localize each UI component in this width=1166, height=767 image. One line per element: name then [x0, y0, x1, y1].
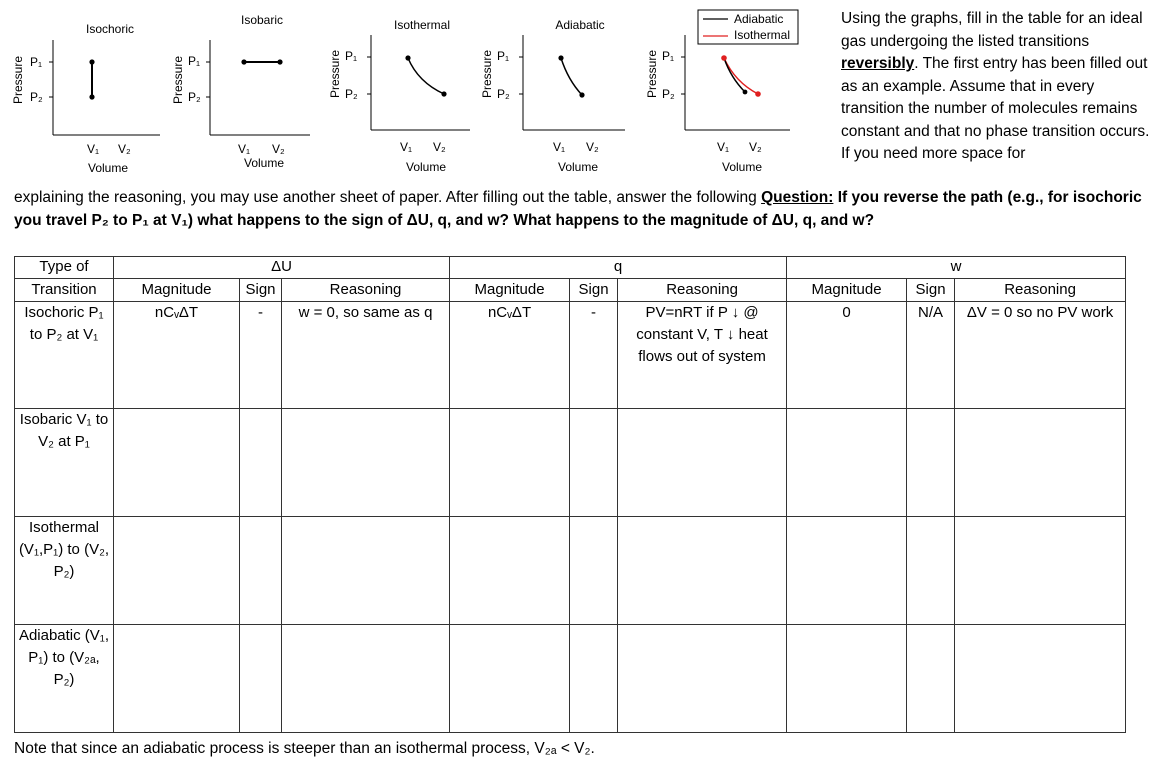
state-point — [721, 55, 727, 61]
transition-type: Isothermal (V₁,P₁) to (V₂, P₂) — [15, 517, 114, 625]
du-sign-header: Sign — [240, 279, 282, 302]
table-row — [15, 409, 1126, 517]
q-reasoning-cell[interactable] — [618, 625, 787, 733]
w-sign-header: Sign — [907, 279, 955, 302]
v1-label: V₁ — [553, 140, 566, 154]
transition-type: Adiabatic (V₁, P₁) to (V₂ₐ, P₂) — [15, 625, 114, 733]
x-axis-label: Volume — [243, 156, 285, 170]
q-magnitude-cell[interactable] — [450, 517, 570, 625]
q-sign-cell[interactable]: - — [570, 302, 618, 409]
v2-label: V₂ — [586, 140, 599, 154]
legend-adiabatic: Adiabatic — [734, 12, 784, 26]
du-magnitude-cell[interactable] — [114, 625, 240, 733]
q-sign-cell[interactable] — [570, 625, 618, 733]
v2-label: V₂ — [118, 142, 131, 156]
q-reasoning-header: Reasoning — [618, 279, 787, 302]
state-point — [558, 55, 563, 60]
q-reasoning-cell[interactable] — [618, 409, 787, 517]
w-sign-cell[interactable]: N/A — [907, 302, 955, 409]
w-reasoning-cell[interactable]: ΔV = 0 so no PV work — [955, 302, 1126, 409]
q-magnitude-cell[interactable] — [450, 625, 570, 733]
w-magnitude-cell[interactable] — [787, 625, 907, 733]
q-magnitude-header: Magnitude — [450, 279, 570, 302]
du-magnitude-cell[interactable] — [114, 409, 240, 517]
w-reasoning-cell[interactable] — [955, 517, 1126, 625]
x-axis-label: Volume — [557, 160, 599, 174]
group-header-du: ΔU — [114, 257, 450, 279]
q-sign-header: Sign — [570, 279, 618, 302]
state-point — [277, 59, 282, 64]
state-point — [241, 59, 246, 64]
du-reasoning-cell[interactable] — [282, 625, 450, 733]
group-header-w: w — [787, 257, 1126, 279]
state-point — [755, 91, 761, 97]
transition-type: Isochoric P₁ to P₂ at V₁ — [15, 302, 114, 409]
question-label: Question: — [761, 189, 834, 206]
state-point — [441, 91, 446, 96]
graph-title-adiabatic: Adiabatic — [555, 18, 605, 32]
transition-type: Isobaric V₁ to V₂ at P₁ — [15, 409, 114, 517]
q-reasoning-cell[interactable]: PV=nRT if P ↓ @ constant V, T ↓ heat flows out of system — [618, 302, 787, 409]
p2-label: P₂ — [662, 87, 675, 101]
group-header-row — [15, 257, 1126, 279]
q-sign-cell[interactable] — [570, 517, 618, 625]
graph-title-isobaric: Isobaric — [240, 13, 284, 27]
graph-isobaric — [171, 13, 310, 170]
instructions-continued — [14, 187, 1154, 232]
v1-label: V₁ — [87, 142, 100, 156]
q-reasoning-cell[interactable] — [618, 517, 787, 625]
du-magnitude-cell[interactable]: nCᵥΔT — [114, 302, 240, 409]
v2-label: V₂ — [433, 140, 446, 154]
p2-label: P₂ — [30, 90, 43, 104]
type-header: Type of — [15, 257, 114, 279]
w-sign-cell[interactable] — [907, 517, 955, 625]
y-axis-label: Pressure — [171, 55, 185, 105]
graph-title-isothermal: Isothermal — [393, 18, 451, 32]
state-point — [405, 55, 410, 60]
p1-label: P₁ — [345, 49, 358, 63]
du-reasoning-header: Reasoning — [282, 279, 450, 302]
footnote: Note that since an adiabatic process is steeper than an isothermal process, V₂ₐ < V₂. — [14, 740, 595, 757]
group-header-q: q — [450, 257, 787, 279]
p1-label: P₁ — [30, 55, 43, 69]
x-axis-label: Volume — [721, 160, 763, 174]
x-axis-label: Volume — [87, 161, 129, 175]
isotherm-curve — [408, 58, 444, 94]
w-magnitude-cell[interactable] — [787, 517, 907, 625]
v1-label: V₁ — [717, 140, 730, 154]
state-point — [89, 94, 94, 99]
p1-label: P₁ — [497, 49, 510, 63]
instructions-part2: . The first entry has been filled out as an example. Assume that in every transition the number of molecules remains constant and that no phase transition occurs. If you need more space for — [841, 55, 1150, 162]
w-reasoning-cell[interactable] — [955, 625, 1126, 733]
v2-label: V₂ — [272, 142, 285, 156]
graph-comparison — [645, 10, 798, 174]
du-reasoning-cell[interactable] — [282, 409, 450, 517]
y-axis-label: Pressure — [480, 49, 494, 99]
instructions — [841, 8, 1159, 166]
v2-label: V₂ — [749, 140, 762, 154]
graph-isochoric — [11, 22, 160, 175]
type-header-2: Transition — [15, 279, 114, 302]
question-text: If you reverse the path (e.g., for isochoric you travel P₂ to P₁ at V₁) what happens to the sign of ΔU, q, and w? What happens to the magnitude of ΔU, q, and w? — [14, 189, 1142, 229]
instructions-part3: explaining the reasoning, you may use another sheet of paper. After filling out the table, answer the following — [14, 189, 762, 206]
thermo-table — [14, 256, 1126, 733]
table-row — [15, 625, 1126, 733]
w-magnitude-cell[interactable] — [787, 409, 907, 517]
du-reasoning-cell[interactable]: w = 0, so same as q — [282, 302, 450, 409]
y-axis-label: Pressure — [645, 49, 659, 99]
w-sign-cell[interactable] — [907, 409, 955, 517]
q-sign-cell[interactable] — [570, 409, 618, 517]
q-magnitude-cell[interactable] — [450, 409, 570, 517]
graph-title-isochoric: Isochoric — [85, 22, 135, 36]
p2-label: P₂ — [188, 90, 201, 104]
du-sign-cell[interactable]: - — [240, 302, 282, 409]
p2-label: P₂ — [497, 87, 510, 101]
du-sign-cell[interactable] — [240, 409, 282, 517]
graph-isothermal — [328, 18, 470, 174]
y-axis-label: Pressure — [328, 49, 342, 99]
p2-label: P₂ — [345, 87, 358, 101]
adiabat-curve — [561, 58, 582, 95]
du-magnitude-header: Magnitude — [114, 279, 240, 302]
w-magnitude-cell[interactable]: 0 — [787, 302, 907, 409]
w-reasoning-header: Reasoning — [955, 279, 1126, 302]
y-axis-label: Pressure — [11, 55, 25, 105]
instructions-emphasis: reversibly — [841, 55, 915, 72]
du-sign-cell[interactable] — [240, 625, 282, 733]
state-point — [743, 90, 748, 95]
legend-isothermal: Isothermal — [734, 28, 791, 42]
x-axis-label: Volume — [405, 160, 447, 174]
graph-adiabatic — [480, 18, 625, 174]
state-point — [89, 59, 94, 64]
v1-label: V₁ — [400, 140, 413, 154]
du-reasoning-cell[interactable] — [282, 517, 450, 625]
du-magnitude-cell[interactable] — [114, 517, 240, 625]
sub-header-row — [15, 279, 1126, 302]
table-row — [15, 302, 1126, 409]
state-point — [579, 92, 584, 97]
v1-label: V₁ — [238, 142, 251, 156]
w-sign-cell[interactable] — [907, 625, 955, 733]
w-magnitude-header: Magnitude — [787, 279, 907, 302]
du-sign-cell[interactable] — [240, 517, 282, 625]
instructions-part1: Using the graphs, fill in the table for an ideal gas undergoing the listed transitions — [841, 10, 1143, 50]
p1-label: P₁ — [662, 49, 675, 63]
w-reasoning-cell[interactable] — [955, 409, 1126, 517]
q-magnitude-cell[interactable]: nCᵥΔT — [450, 302, 570, 409]
p1-label: P₁ — [188, 54, 201, 68]
table-row — [15, 517, 1126, 625]
pv-graphs — [0, 0, 830, 185]
